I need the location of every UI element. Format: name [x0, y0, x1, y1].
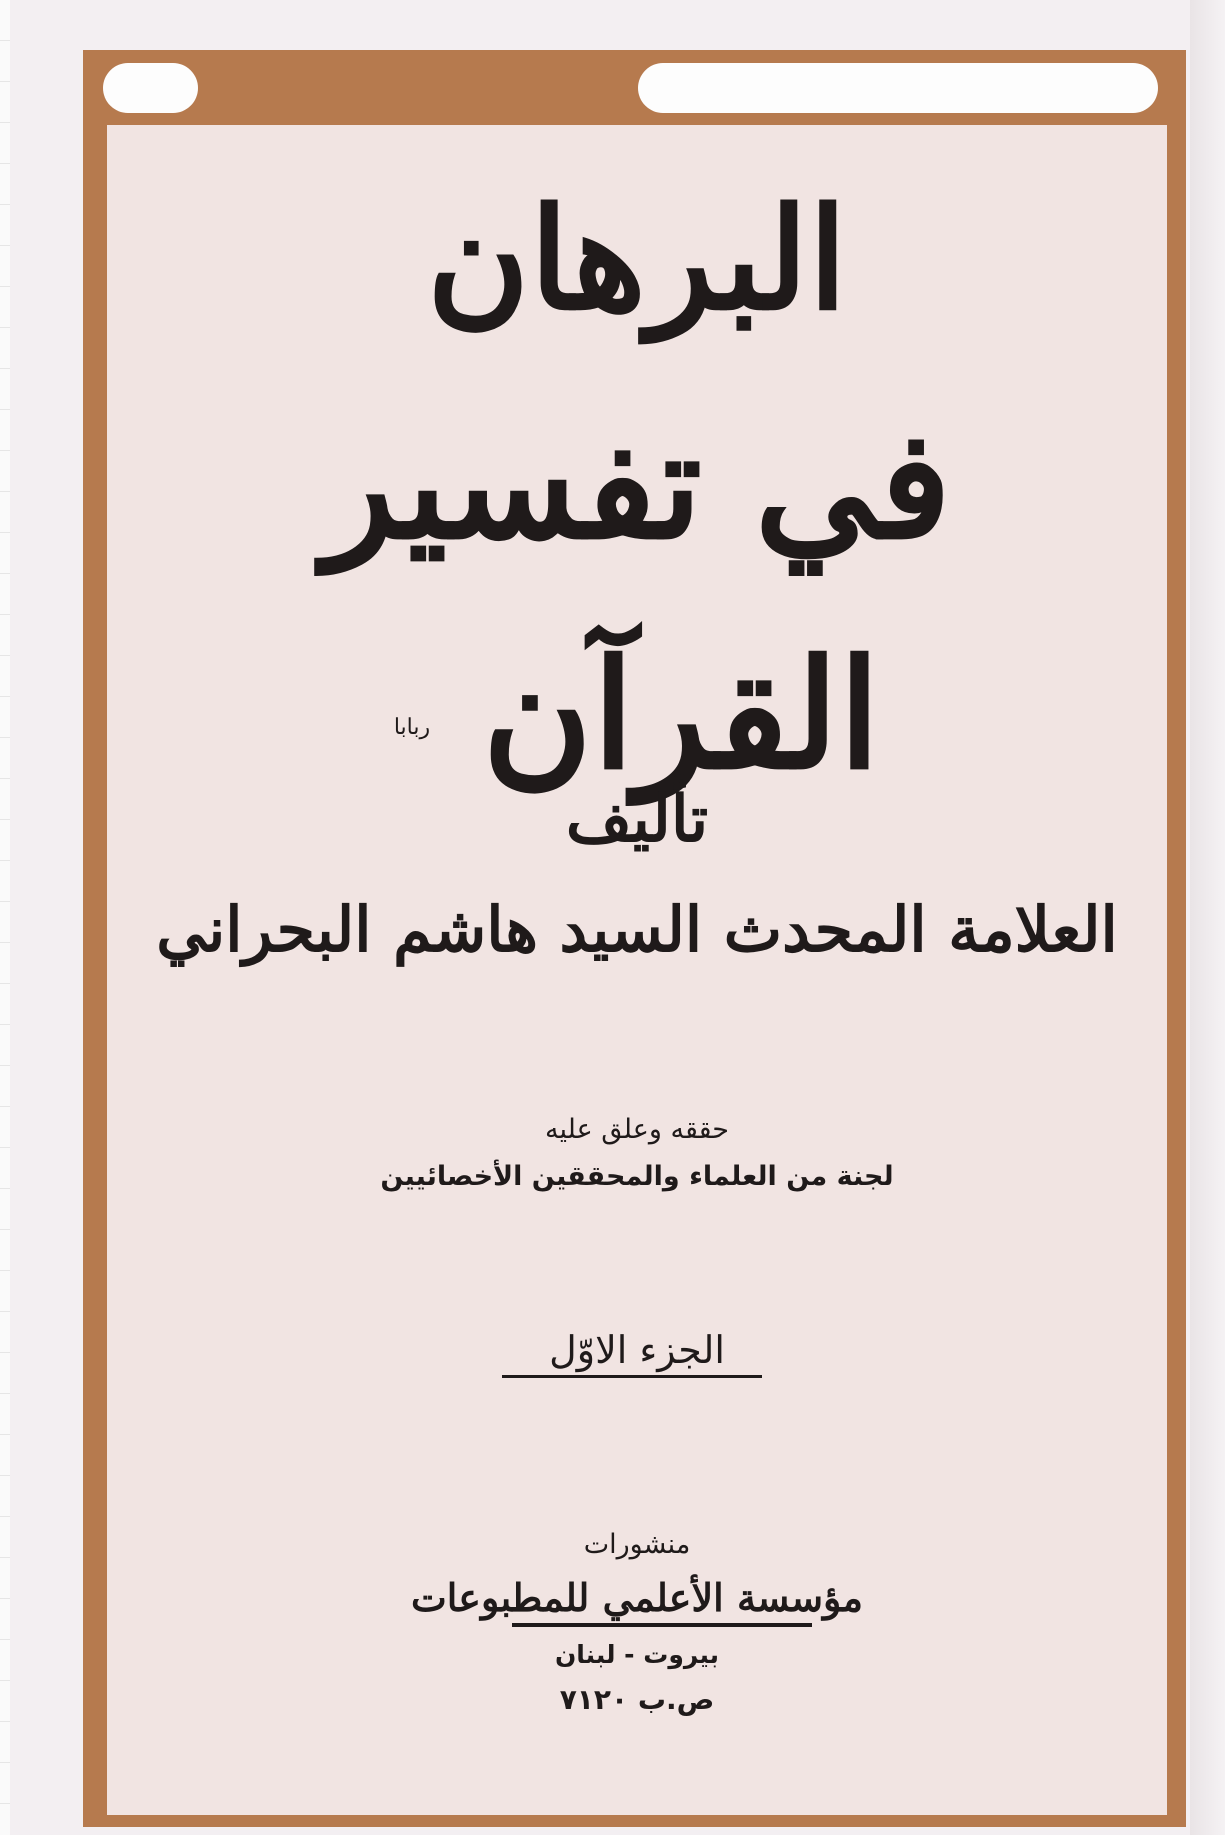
author-name: العلامة المحدث السيد هاشم البحراني	[156, 893, 1118, 966]
publisher-name: مؤسسة الأعلمي للمطبوعات	[410, 1575, 864, 1620]
author-label: تأليف	[565, 782, 709, 857]
volume-label: الجزء الاوّل	[549, 1328, 725, 1372]
publisher-label: منشورات	[583, 1529, 691, 1560]
cover-frame	[83, 50, 1186, 1827]
publisher-location: بيروت - لبنان	[554, 1640, 720, 1669]
editors-line2: لجنة من العلماء والمحققين الأخصائيين	[380, 1161, 894, 1192]
title-small-mark: ربابا	[393, 715, 431, 741]
publisher-pobox: ص.ب ٧١٢٠	[559, 1683, 715, 1716]
editors-line1: حققه وعلق عليه	[545, 1114, 729, 1145]
label-tab-right	[638, 63, 1158, 113]
scan-right-margin	[1190, 0, 1225, 1835]
volume-underline	[502, 1375, 762, 1378]
scan-edge	[0, 0, 10, 1835]
book-title-line1: البرهان	[426, 178, 848, 342]
title-page	[107, 125, 1167, 1815]
label-tab-left	[103, 63, 198, 113]
book-title-line2-text: في تفسير القرآن	[322, 397, 952, 803]
publisher-underline	[512, 1623, 812, 1627]
book-title-line2	[107, 370, 1167, 843]
